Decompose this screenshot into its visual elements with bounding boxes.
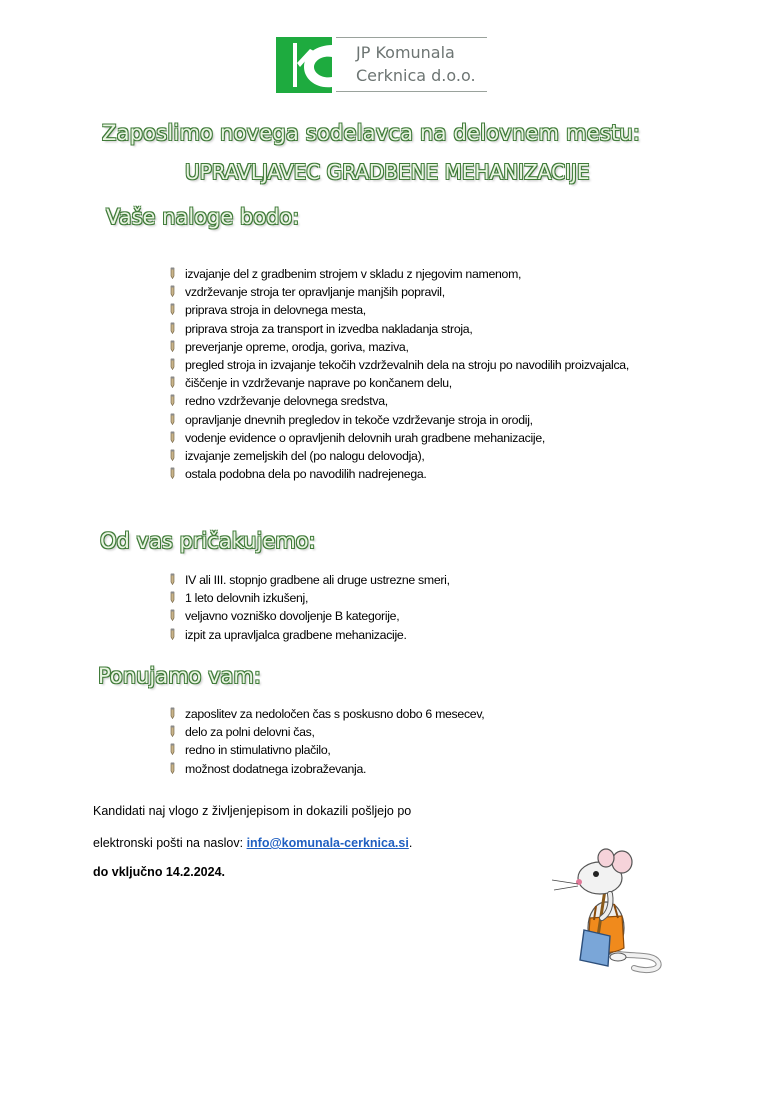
pencil-bullet-icon (168, 413, 178, 425)
list-item (168, 447, 629, 465)
logo-name-line2: Cerknica d.o.o. (356, 66, 476, 85)
list-item (168, 429, 629, 447)
application-text-line2 (93, 836, 412, 850)
list-item-text: veljavno vozniško dovoljenje B kategorije, (185, 609, 400, 624)
list-item (168, 705, 484, 723)
mouse-mascot-icon (548, 840, 663, 980)
list-item (168, 411, 629, 429)
list-item-text: priprava stroja za transport in izvedba nakladanja stroja, (185, 321, 473, 336)
list-item (168, 374, 629, 392)
list-item-text: 1 leto delovnih izkušenj, (185, 591, 309, 606)
company-logo (276, 37, 491, 95)
pencil-bullet-icon (168, 431, 178, 443)
list-item-text: ostala podobna dela po navodilih nadrejenega. (185, 467, 427, 482)
list-item (168, 760, 484, 778)
logo-name-line1: JP Komunala (356, 43, 455, 62)
list-item-text: redno in stimulativno plačilo, (185, 743, 331, 758)
pencil-bullet-icon (168, 394, 178, 406)
pencil-bullet-icon (168, 762, 178, 774)
pencil-bullet-icon (168, 628, 178, 640)
pencil-bullet-icon (168, 285, 178, 297)
pencil-bullet-icon (168, 449, 178, 461)
pencil-bullet-icon (168, 358, 178, 370)
list-item (168, 626, 450, 644)
komunala-logo-mark-icon (276, 37, 332, 93)
pencil-bullet-icon (168, 707, 178, 719)
logo-rule-top (336, 37, 487, 38)
pencil-bullet-icon (168, 467, 178, 479)
pencil-bullet-icon (168, 340, 178, 352)
list-item-text: izvajanje del z gradbenim strojem v skladu z njegovim namenom, (185, 267, 522, 281)
position-title: UPRAVLJAVEC GRADBENE MEHANIZACIJE (185, 160, 590, 184)
deadline-text: do vključno 14.2.2024. (93, 865, 226, 879)
pencil-bullet-icon (168, 591, 178, 603)
application-text-suffix: . (408, 836, 413, 850)
pencil-bullet-icon (168, 303, 178, 315)
list-item-text: možnost dodatnega izobraževanja. (185, 761, 367, 776)
offer-list (168, 705, 484, 778)
list-item (168, 356, 629, 374)
list-item (168, 723, 484, 741)
tasks-heading: Vaše naloge bodo: (106, 205, 300, 229)
list-item (168, 338, 629, 356)
pencil-bullet-icon (168, 267, 178, 279)
list-item-text: delo za polni delovni čas, (185, 725, 315, 740)
list-item (168, 571, 450, 589)
pencil-bullet-icon (168, 376, 178, 388)
headline: Zaposlimo novega sodelavca na delovnem mestu: (102, 121, 641, 145)
application-text-prefix: elektronski pošti na naslov: (93, 836, 247, 850)
list-item (168, 320, 629, 338)
pencil-bullet-icon (168, 725, 178, 737)
tasks-list (168, 265, 629, 483)
expectations-list (168, 571, 450, 644)
application-text-line1: Kandidati naj vlogo z življenjepisom in dokazili pošljejo po (93, 804, 412, 818)
pencil-bullet-icon (168, 609, 178, 621)
list-item-text: vodenje evidence o opravljenih delovnih urah gradbene mehanizacije, (185, 430, 545, 445)
list-item-text: izvajanje zemeljskih del (po nalogu delovodja), (185, 449, 425, 464)
list-item (168, 265, 629, 283)
list-item-text: priprava stroja in delovnega mesta, (185, 303, 366, 318)
list-item (168, 392, 629, 410)
pencil-bullet-icon (168, 322, 178, 334)
pencil-bullet-icon (168, 743, 178, 755)
list-item-text: vzdrževanje stroja ter opravljanje manjših popravil, (185, 285, 445, 300)
list-item (168, 301, 629, 319)
list-item-text: čiščenje in vzdrževanje naprave po končanem delu, (185, 376, 452, 391)
list-item (168, 283, 629, 301)
list-item-text: pregled stroja in izvajanje tekočih vzdrževalnih dela na stroju po navodilih proizvajalca, (185, 358, 629, 373)
list-item (168, 607, 450, 625)
list-item-text: opravljanje dnevnih pregledov in tekoče vzdrževanje stroja in orodij, (185, 412, 533, 427)
email-link[interactable]: info@komunala-cerknica.si (246, 836, 409, 850)
list-item-text: izpit za upravljalca gradbene mehanizacije. (185, 627, 407, 642)
list-item-text: IV ali III. stopnjo gradbene ali druge ustrezne smeri, (185, 573, 450, 587)
list-item-text: preverjanje opreme, orodja, goriva, maziva, (185, 339, 409, 354)
expectations-heading: Od vas pričakujemo: (100, 529, 316, 553)
list-item (168, 589, 450, 607)
offer-heading: Ponujamo vam: (98, 664, 261, 688)
list-item-text: redno vzdrževanje delovnega sredstva, (185, 394, 388, 409)
list-item (168, 741, 484, 759)
list-item (168, 465, 629, 483)
pencil-bullet-icon (168, 573, 178, 585)
logo-rule-bottom (336, 91, 487, 92)
list-item-text: zaposlitev za nedoločen čas s poskusno dobo 6 mesecev, (185, 707, 485, 721)
